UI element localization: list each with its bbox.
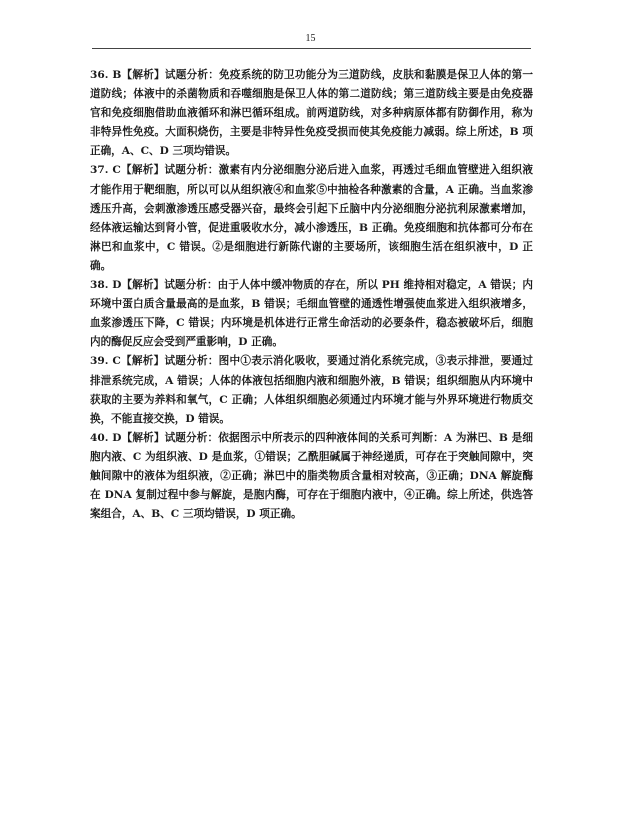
header-divider	[92, 48, 531, 49]
answer-36-explanation: 36. B【解析】试题分析：免疫系统的防卫功能分为三道防线，皮肤和黏膜是保卫人体的第一道防线；体液中的杀菌物质和吞噬细胞是保卫人体的第二道防线；第三道防线主要是由免疫器官和免疫细胞借助血液循环和淋巴循环组成。前两道防线，对多种病原体都有防御作用，称为非特异性免疫。大面积烧伤，主要是非特异性免疫受损而使其免疫能力减弱。综上所述，B 项正确，A、C、D 三项均错误。	[90, 69, 533, 158]
answer-37-explanation: 37. C【解析】试题分析：激素有内分泌细胞分泌后进入血浆，再透过毛细血管壁进入组织液才能作用于靶细胞，所以可以从组织液④和血浆⑤中抽检各种激素的含量，A 正确。当血浆渗透压升高，会刺激渗透压感受器兴奋，最终会引起下丘脑中内分泌细胞分泌抗利尿激素增加，经体液运输达到肾小管，促进重吸收水分，减小渗透压，B 正确。免疫细胞和抗体都可分布在淋巴和血浆中，C 错误。②是细胞进行新陈代谢的主要场所，该细胞生活在组织液中，D 正确。	[90, 164, 533, 272]
answer-40-explanation: 40. D【解析】试题分析：依据图示中所表示的四种液体间的关系可判断：A 为淋巴、B 是细胞内液、C 为组织液、D 是血浆，①错误；乙酰胆碱属于神经递质，可存在于突触间隙中，突触间隙中的液体为组织液，②正确；淋巴中的脂类物质含量相对较高，③正确；DNA 解旋酶在 DNA 复制过程中参与解旋，是胞内酶，可存在于细胞内液中，④正确。综上所述，供选答案组合，A、B、C 三项均错误，D 项正确。	[90, 431, 533, 521]
answer-39-explanation: 39. C【解析】试题分析：图中①表示消化吸收，要通过消化系统完成，③表示排泄，要通过排泄系统完成，A 错误；人体的体液包括细胞内液和细胞外液，B 错误；组织细胞从内环境中获取的主要为养料和氧气，C 正确；人体组织细胞必须通过内环境才能与外界环境进行物质交换，不能直接交换，D 错误。	[90, 355, 533, 425]
answer-38-explanation: 38. D【解析】试题分析：由于人体中缓冲物质的存在，所以 PH 维持相对稳定，A 错误；内环境中蛋白质含量最高的是血浆，B 错误；毛细血管壁的通透性增强使血浆进入组织液增多，血浆渗透压下降，C 错误；内环境是机体进行正常生命活动的必要条件，稳态被破坏后，细胞内的酶促反应会受到严重影响，D 正确。	[90, 279, 533, 349]
answer-explanations	[90, 66, 533, 524]
page-number: 15	[305, 33, 316, 44]
